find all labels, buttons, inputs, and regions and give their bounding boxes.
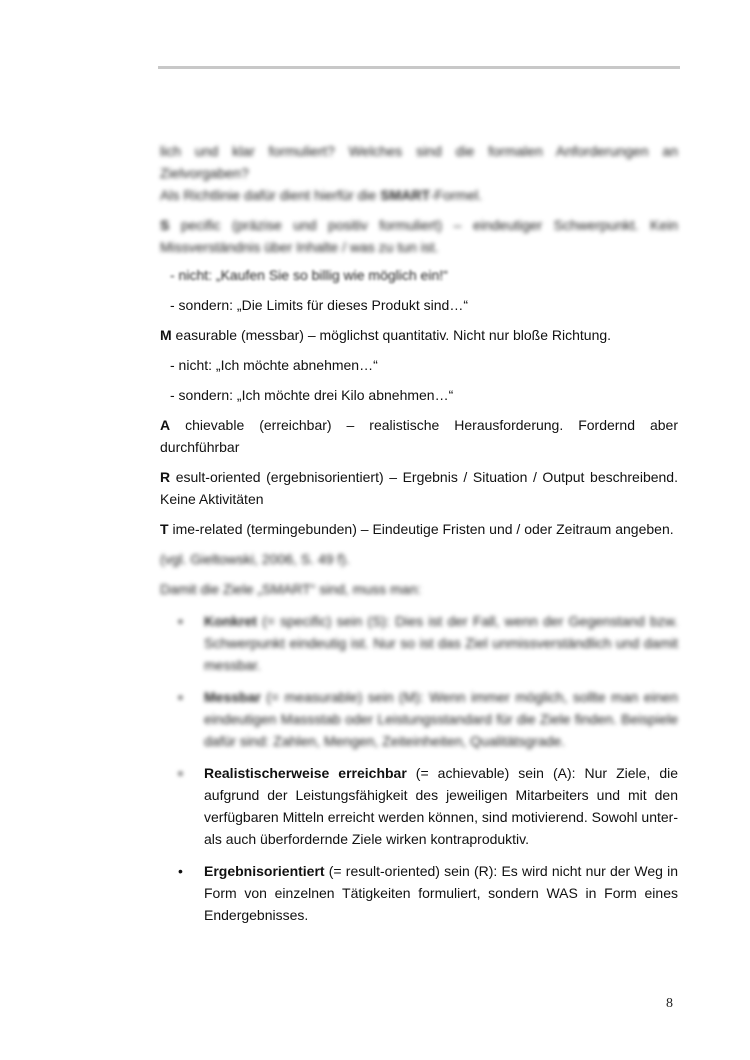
page-content — [160, 140, 678, 936]
smart-bullet-list — [160, 610, 678, 926]
bullet-text: (= result-oriented) sein (R): Es wird nicht nur der Weg in Form von einzelnen Tätigkeiten formuliert, sondern WAS in Form eines Endergebnisses. — [204, 863, 678, 923]
bullet-bold: Ergebnisorientiert — [204, 863, 325, 879]
specific-letter: S — [160, 217, 170, 233]
list-item — [160, 860, 678, 926]
intro-line-2: Als Richtlinie dafür dient hierfür die — [160, 187, 381, 203]
achievable-paragraph — [160, 414, 678, 458]
time-letter: T — [160, 521, 169, 537]
time-paragraph — [160, 518, 678, 540]
bullet-text: (= achievable) sein (A): Nur Ziele, die aufgrund der Leistungsfähigkeit des jeweiligen Mitarbeiters und mit den verfügbaren Mitteln erreicht werden können, sind motivierend. Sowohl unter- als auch überfordernde Ziele wirken kontraproduktiv. — [204, 765, 679, 847]
achievable-letter: A — [160, 417, 171, 433]
achievable-text: chievable (erreichbar) – realistische Herausforderung. Fordernd aber durchführbar — [160, 417, 678, 455]
smart-term: SMART — [380, 187, 431, 203]
bullet-text: (= measurable) sein (M): Wenn immer möglich, sollte man einen eindeutigen Massstab oder Leistungsstandard für die Ziele finden. Beispiele dafür sind: Zahlen, Mengen, Zeiteinheiten, Qualitätsgrade. — [204, 689, 678, 749]
result-paragraph — [160, 466, 678, 510]
page-number: 8 — [666, 996, 673, 1011]
citation: (vgl. Gieltowski, 2006, S. 49 f). — [160, 551, 350, 567]
specific-text: pecific (präzise und positiv formuliert) – eindeutiger Schwerpunkt. Kein Missverständnis über Inhalte / was zu tun ist. — [160, 217, 678, 255]
result-letter: R — [160, 469, 171, 485]
intro-paragraph — [160, 140, 678, 206]
measurable-nicht: - nicht: „Ich möchte abnehmen…“ — [170, 357, 378, 373]
time-text: ime-related (termingebunden) – Eindeutige Fristen und / oder Zeitraum angeben. — [168, 521, 674, 537]
bullet-icon: • — [178, 613, 183, 629]
list-item — [160, 762, 678, 850]
bullet-icon: • — [178, 689, 183, 705]
bullet-bold: Realistischerweise erreichbar — [204, 765, 407, 781]
specific-paragraph — [160, 214, 678, 258]
result-text: esult-oriented (ergebnisorientiert) – Ergebnis / Situation / Output beschreibend. Keine Aktivitäten — [160, 469, 678, 507]
measurable-paragraph — [160, 324, 678, 346]
lead-sentence: Damit die Ziele „SMART“ sind, muss man: — [160, 581, 422, 597]
list-item — [160, 686, 678, 752]
bullet-icon: • — [178, 765, 183, 781]
measurable-sondern: - sondern: „Ich möchte drei Kilo abnehmen…“ — [170, 387, 454, 403]
measurable-text: easurable (messbar) – möglichst quantitativ. Nicht nur bloße Richtung. — [171, 327, 612, 343]
intro-line-1: lich und klar formuliert? Welches sind die formalen Anforderungen an Zielvorgaben? — [160, 143, 678, 181]
intro-line-2-end: -Formel. — [430, 187, 483, 203]
bullet-bold: Messbar — [204, 689, 261, 705]
bullet-text: (= specific) sein (S): Dies ist der Fall, wenn der Gegenstand bzw. Schwerpunkt eindeutig ist. Nur so ist das Ziel unmissverständlich und damit messbar. — [204, 613, 678, 673]
specific-nicht: - nicht: „Kaufen Sie so billig wie möglich ein!“ — [170, 267, 448, 283]
measurable-letter: M — [160, 327, 172, 343]
bullet-bold: Konkret — [204, 613, 257, 629]
specific-sondern: - sondern: „Die Limits für dieses Produkt sind…“ — [170, 297, 468, 313]
list-item — [160, 610, 678, 676]
bullet-icon: • — [178, 863, 183, 879]
header-rule — [158, 66, 680, 69]
